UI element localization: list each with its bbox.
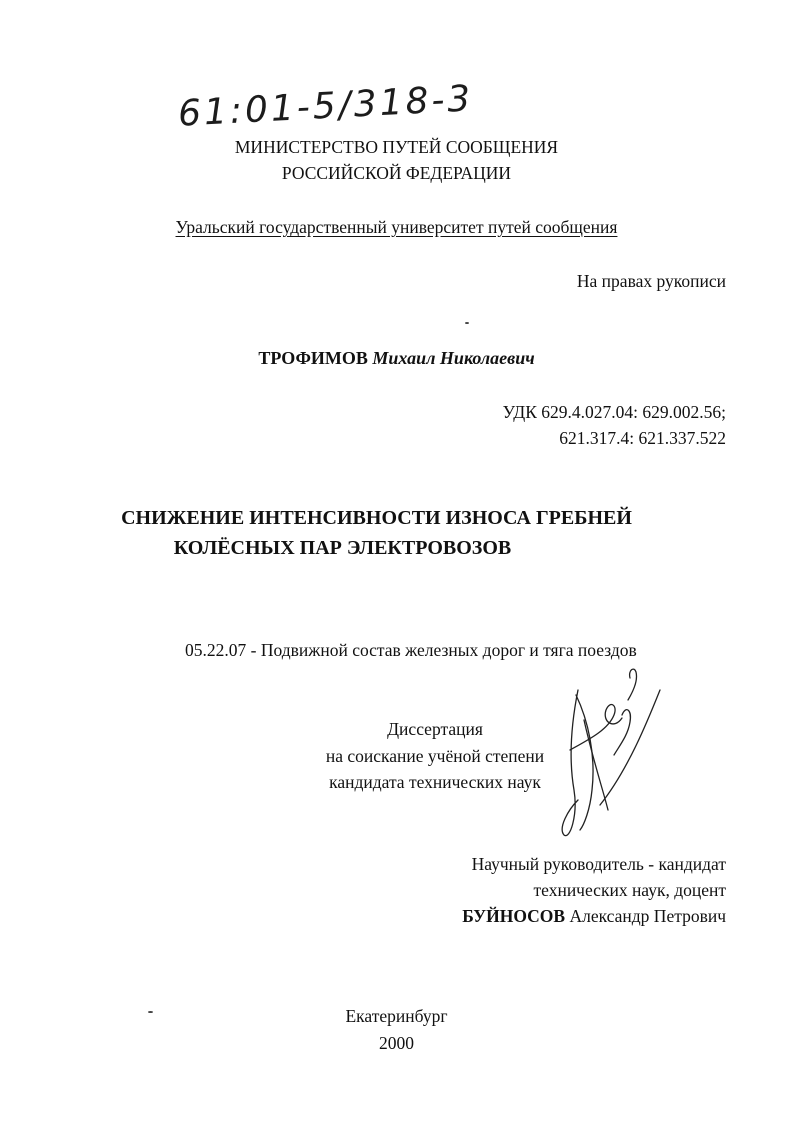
- udc-line-2: 621.317.4: 621.337.522: [559, 428, 726, 448]
- title-line-2: КОЛЁСНЫХ ПАР ЭЛЕКТРОВОЗОВ: [173, 537, 512, 559]
- supervisor-given-names: Александр Петрович: [569, 906, 726, 926]
- ministry-line-2: РОССИЙСКОЙ ФЕДЕРАЦИИ: [281, 163, 512, 183]
- dissertation-line-1: Диссертация: [387, 719, 483, 739]
- scan-speck: [148, 1011, 153, 1013]
- city: Екатеринбург: [345, 1006, 448, 1026]
- supervisor-surname: БУЙНОСОВ: [462, 906, 566, 926]
- archive-number: 61:01-5/318-3: [177, 78, 475, 135]
- manuscript-note: На правах рукописи: [576, 271, 726, 291]
- ministry-line-1: МИНИСТЕРСТВО ПУТЕЙ СООБЩЕНИЯ: [234, 137, 559, 157]
- year: 2000: [379, 1033, 414, 1053]
- author-given-names: Михаил Николаевич: [372, 348, 535, 368]
- university-name-text: Уральский государственный университет путей сообщения: [175, 217, 618, 237]
- supervisor-line-2: технических наук, доцент: [533, 880, 726, 900]
- udc-line-1: УДК 629.4.027.04: 629.002.56;: [502, 402, 726, 422]
- scan-speck: [465, 322, 469, 324]
- author-name: [0, 347, 793, 369]
- dissertation-line-2: на соискание учёной степени: [325, 746, 545, 766]
- dissertation-line-3: кандидата технических наук: [329, 772, 541, 792]
- signature: [548, 660, 668, 850]
- university-name: [0, 216, 793, 238]
- supervisor-name: [462, 905, 726, 927]
- title-line-1: СНИЖЕНИЕ ИНТЕНСИВНОСТИ ИЗНОСА ГРЕБНЕЙ: [121, 507, 632, 529]
- author-surname: ТРОФИМОВ: [258, 348, 368, 368]
- specialty: 05.22.07 - Подвижной состав железных дорог и тяга поездов: [185, 640, 637, 660]
- supervisor-line-1: Научный руководитель - кандидат: [471, 854, 726, 874]
